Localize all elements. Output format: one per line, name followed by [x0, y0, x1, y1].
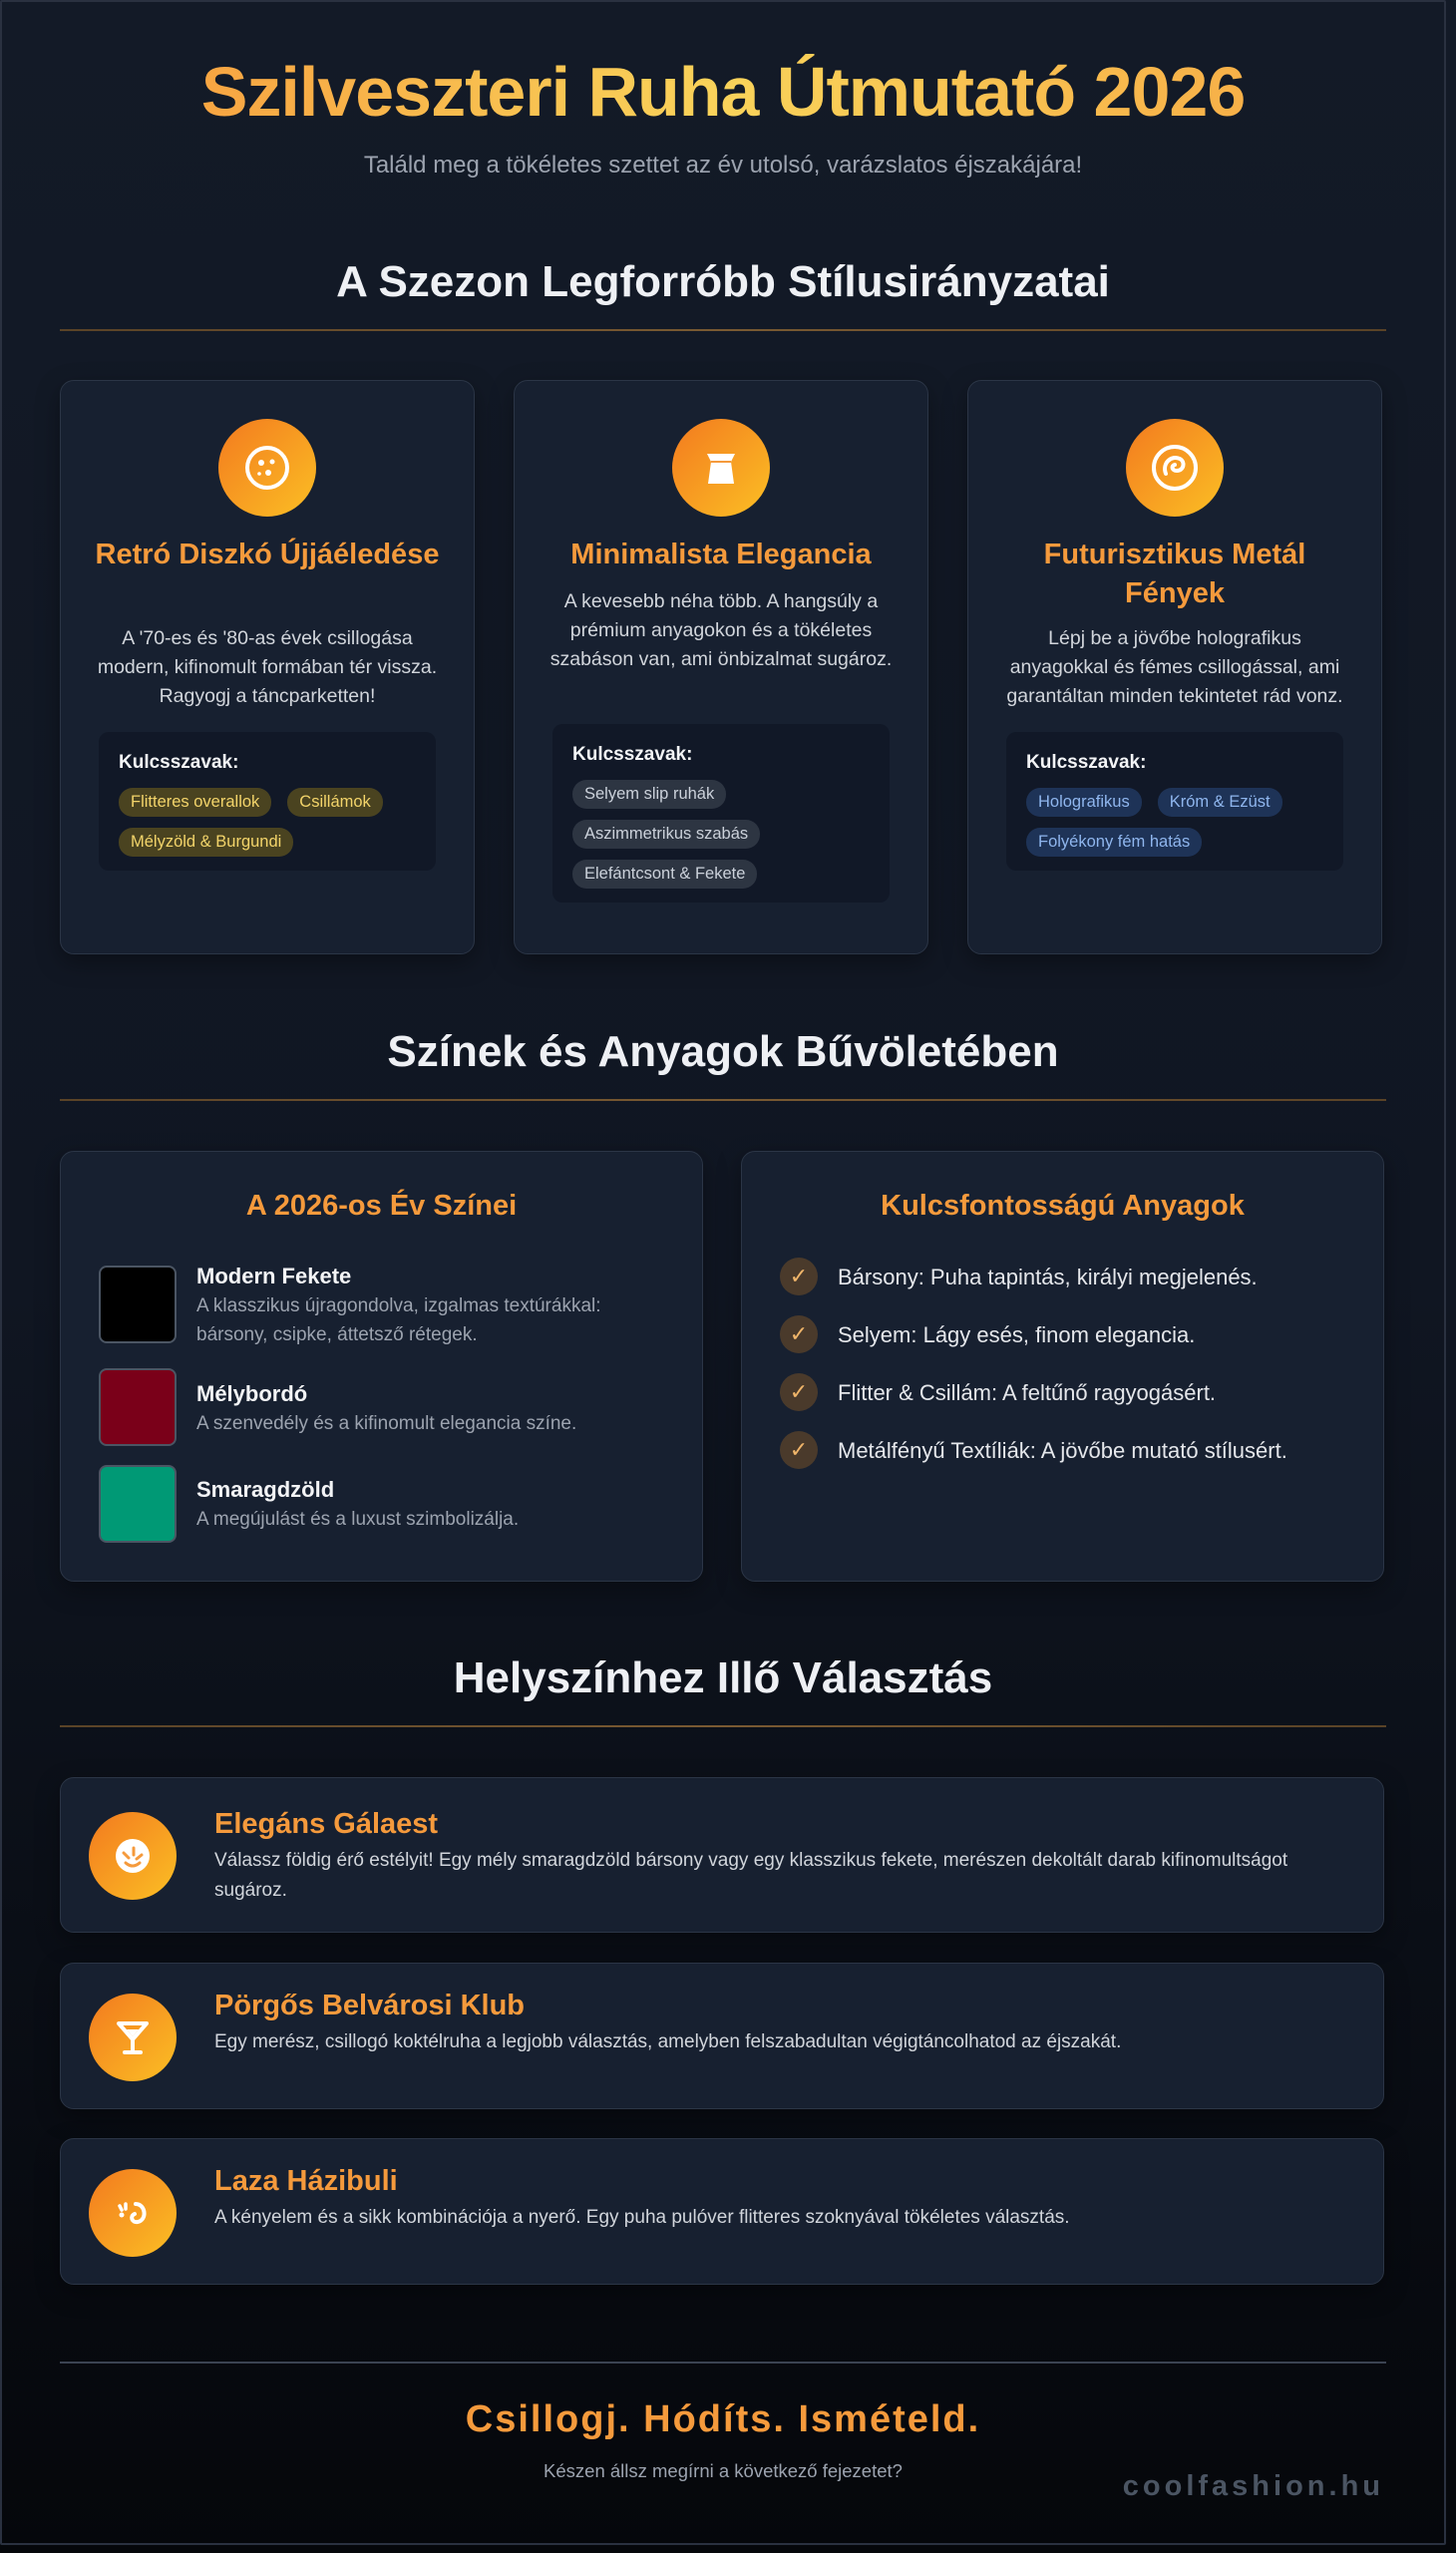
colors-panel — [60, 1151, 703, 1582]
venue-card-club — [60, 1963, 1384, 2109]
page-subtitle: Találd meg a tökéletes szettet az év utolsó, varázslatos éjszakájára! — [363, 152, 1083, 179]
keywords-box — [99, 732, 436, 871]
venue-title: Elegáns Gálaest — [214, 1808, 439, 1840]
trend-card-minimalist-elegance — [514, 380, 928, 954]
section-divider — [60, 1099, 1386, 1101]
venue-card-house-party — [60, 2138, 1384, 2285]
venue-description: Válassz földig érő estélyit! Egy mély smaragdzöld bársony vagy egy klasszikus fekete, merészen dekoltált darab kifinomultságot sugároz. — [214, 1850, 1288, 1901]
venue-description: A kényelem és a sikk kombinációja a nyerő. Egy puha pulóver flitteres szoknyával tökéletes választás. — [214, 2207, 1070, 2228]
check-icon: ✓ — [780, 1258, 818, 1295]
venue-title: Laza Házibuli — [214, 2165, 398, 2197]
colors-panel-title: A 2026-os Év Színei — [245, 1190, 518, 1222]
color-name: Mélybordó — [196, 1381, 308, 1406]
keyword-tag: Flitteres overallok — [119, 788, 271, 817]
keywords-label: Kulcsszavak: — [572, 744, 693, 765]
keywords-box — [552, 724, 890, 903]
disco-ball-icon — [218, 419, 316, 517]
material-item: Flitter & Csillám: A feltűnő ragyogásért. — [838, 1380, 1217, 1405]
venue-description: Egy merész, csillogó koktélruha a legjobb választás, amelyben felszabadultan végigtáncolhatod az éjszakát. — [214, 2031, 1122, 2052]
section-divider — [60, 329, 1386, 331]
metallic-swirl-icon — [1126, 419, 1224, 517]
cozy-home-icon — [89, 2169, 177, 2257]
venues-section-title: Helyszínhez Illő Választás — [453, 1653, 993, 1702]
gem-icon — [672, 419, 770, 517]
color-swatch-emerald — [99, 1465, 177, 1543]
trend-card-retro-disco — [60, 380, 475, 954]
keyword-tags — [572, 780, 870, 889]
gala-theater-icon — [89, 1812, 177, 1900]
page-title — [0, 52, 1446, 132]
check-icon: ✓ — [780, 1431, 818, 1469]
check-icon: ✓ — [780, 1315, 818, 1353]
keyword-tag: Csillámok — [287, 788, 383, 817]
trend-description: Lépj be a jövőbe holografikus anyagokkal és fémes csillogással, ami garantáltan minden tekintetet rád vonz. — [1006, 627, 1343, 707]
trend-title: Retró Diszkó Újjáéledése — [95, 539, 440, 570]
keywords-label: Kulcsszavak: — [1026, 752, 1147, 773]
material-item: Bársony: Puha tapintás, királyi megjelenés. — [838, 1265, 1258, 1289]
keyword-tag: Holografikus — [1026, 788, 1142, 817]
color-swatch-black — [99, 1266, 177, 1343]
trend-title: Minimalista Elegancia — [570, 539, 872, 570]
material-item: Metálfényű Textíliák: A jövőbe mutató stílusért. — [838, 1438, 1287, 1463]
trend-title: Futurisztikus Metál Fények — [1043, 539, 1306, 609]
keyword-tag: Folyékony fém hatás — [1026, 828, 1202, 857]
materials-panel-title: Kulcsfontosságú Anyagok — [881, 1190, 1245, 1222]
color-name: Smaragdzöld — [196, 1477, 335, 1502]
keyword-tag: Mélyzöld & Burgundi — [119, 828, 293, 857]
materials-panel — [741, 1151, 1384, 1582]
brand-watermark: coolfashion.hu — [1122, 2470, 1384, 2502]
trend-card-futuristic-metal — [967, 380, 1382, 954]
color-description: A szenvedély és a kifinomult elegancia színe. — [196, 1413, 577, 1434]
venue-title: Pörgős Belvárosi Klub — [214, 1990, 526, 2021]
trend-description: A '70-es és '80-as évek csillogása modern, kifinomult formában tér vissza. Ragyogj a táncparketten! — [97, 627, 438, 707]
keyword-tag: Elefántcsont & Fekete — [572, 860, 757, 889]
keyword-tag: Selyem slip ruhák — [572, 780, 726, 809]
keyword-tags — [119, 788, 416, 857]
keyword-tag: Króm & Ezüst — [1158, 788, 1282, 817]
color-name: Modern Fekete — [196, 1264, 352, 1288]
trends-section-title: A Szezon Legforróbb Stílusirányzatai — [336, 257, 1110, 306]
trend-description: A kevesebb néha több. A hangsúly a prémium anyagokon és a tökéletes szabáson van, ami önbizalmat sugároz. — [549, 590, 893, 670]
color-description: A klasszikus újragondolva, izgalmas textúrákkal: bársony, csipke, áttetsző rétegek. — [196, 1295, 601, 1345]
keywords-box — [1006, 732, 1343, 871]
footer-subtitle: Készen állsz megírni a következő fejezetet? — [544, 2460, 903, 2481]
color-description: A megújulást és a luxust szimbolizálja. — [196, 1509, 520, 1530]
check-icon: ✓ — [780, 1373, 818, 1411]
footer-divider — [60, 2362, 1386, 2364]
material-item: Selyem: Lágy esés, finom elegancia. — [838, 1322, 1196, 1347]
color-swatch-burgundy — [99, 1368, 177, 1446]
keywords-label: Kulcsszavak: — [119, 752, 239, 773]
page-title-text: Szilveszteri Ruha Útmutató 2026 — [200, 53, 1246, 131]
section-divider — [60, 1725, 1386, 1727]
footer-slogan: Csillogj. Hódíts. Ismételd. — [465, 2398, 981, 2440]
cocktail-glass-icon — [89, 1994, 177, 2081]
venue-card-gala — [60, 1777, 1384, 1933]
keyword-tags — [1026, 788, 1323, 857]
keyword-tag: Aszimmetrikus szabás — [572, 820, 760, 849]
colors-materials-section-title: Színek és Anyagok Bűvöletében — [387, 1027, 1059, 1076]
